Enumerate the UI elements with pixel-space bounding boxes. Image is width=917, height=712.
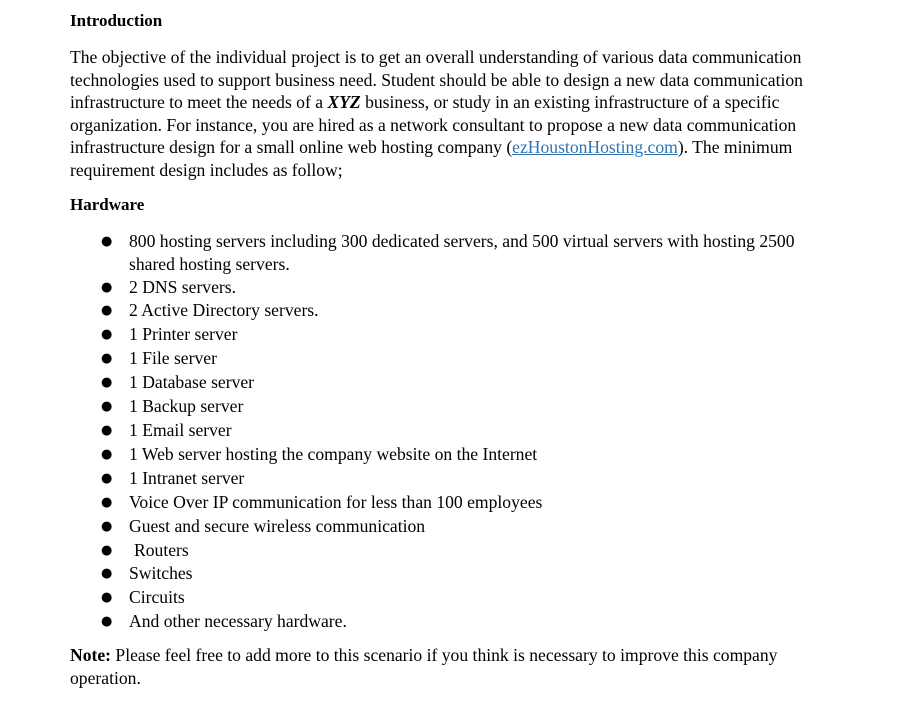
introduction-heading: Introduction	[70, 11, 163, 30]
bullet-icon: ●	[101, 233, 113, 249]
list-item: ● 2 Active Directory servers.	[70, 299, 840, 323]
introduction-paragraph	[70, 46, 840, 182]
bullet-icon: ●	[101, 303, 113, 319]
bullet-icon: ●	[101, 494, 113, 510]
intro-text-3: ). The minimum requirement design includes as follow;	[70, 137, 793, 180]
intro-text-2: business, or study in an existing infrastructure of a specific organization. For instance, you are hired as a network consultant to propose a new data communication infrastructure design for a small online web hosting company (	[70, 92, 797, 158]
list-item: ● 800 hosting servers including 300 dedicated servers, and 500 virtual servers with hosting 2500 shared hosting servers.	[101, 230, 795, 274]
bullet-icon: ●	[101, 566, 113, 582]
list-item: ● Switches	[70, 562, 840, 586]
bullet-icon: ●	[101, 375, 113, 391]
bullet-icon: ●	[101, 590, 113, 606]
bullet-icon: ●	[101, 279, 113, 295]
hardware-heading: Hardware	[70, 194, 145, 214]
list-item: ● 1 Printer server	[70, 323, 840, 347]
list-item: ● Guest and secure wireless communication	[70, 515, 840, 539]
bullet-icon: ●	[101, 470, 113, 486]
list-item: ● 1 Backup server	[70, 395, 840, 419]
intro-emphasis-xyz: XYZ	[327, 92, 361, 113]
list-item: ● 2 DNS servers.	[70, 276, 840, 300]
bullet-icon: ●	[101, 518, 113, 534]
list-item: ● 1 Email server	[70, 419, 840, 443]
note-paragraph	[70, 644, 840, 690]
list-item: ● 1 Web server hosting the company website on the Internet	[70, 443, 840, 467]
bullet-icon: ●	[101, 423, 113, 438]
list-item: ● 1 File server	[70, 347, 840, 371]
note-label: Note:	[70, 645, 112, 666]
bullet-icon: ●	[101, 327, 113, 343]
hardware-list	[70, 230, 840, 635]
list-item: ● Routers	[70, 539, 840, 563]
list-item: ● And other necessary hardware.	[70, 610, 840, 634]
bullet-icon: ●	[101, 614, 113, 630]
note-text: Please feel free to add more to this scenario if you think is necessary to improve this company operation.	[70, 645, 778, 689]
list-item: ● Circuits	[70, 586, 840, 610]
list-item: ● 1 Database server	[70, 371, 840, 395]
list-item: ● Voice Over IP communication for less than 100 employees	[70, 491, 840, 515]
bullet-icon: ●	[101, 542, 113, 558]
intro-text-1: The objective of the individual project is to get an overall understanding of various data communication technologies used to support business need. Student should be able to design a new data communication infrastructure to meet the needs of a	[70, 47, 803, 113]
company-link[interactable]: ezHoustonHosting.com	[512, 137, 678, 158]
document-page	[70, 10, 840, 690]
bullet-icon: ●	[101, 351, 113, 367]
list-item: ● 1 Intranet server	[70, 467, 840, 491]
bullet-icon: ●	[101, 446, 113, 462]
bullet-icon: ●	[101, 399, 113, 415]
